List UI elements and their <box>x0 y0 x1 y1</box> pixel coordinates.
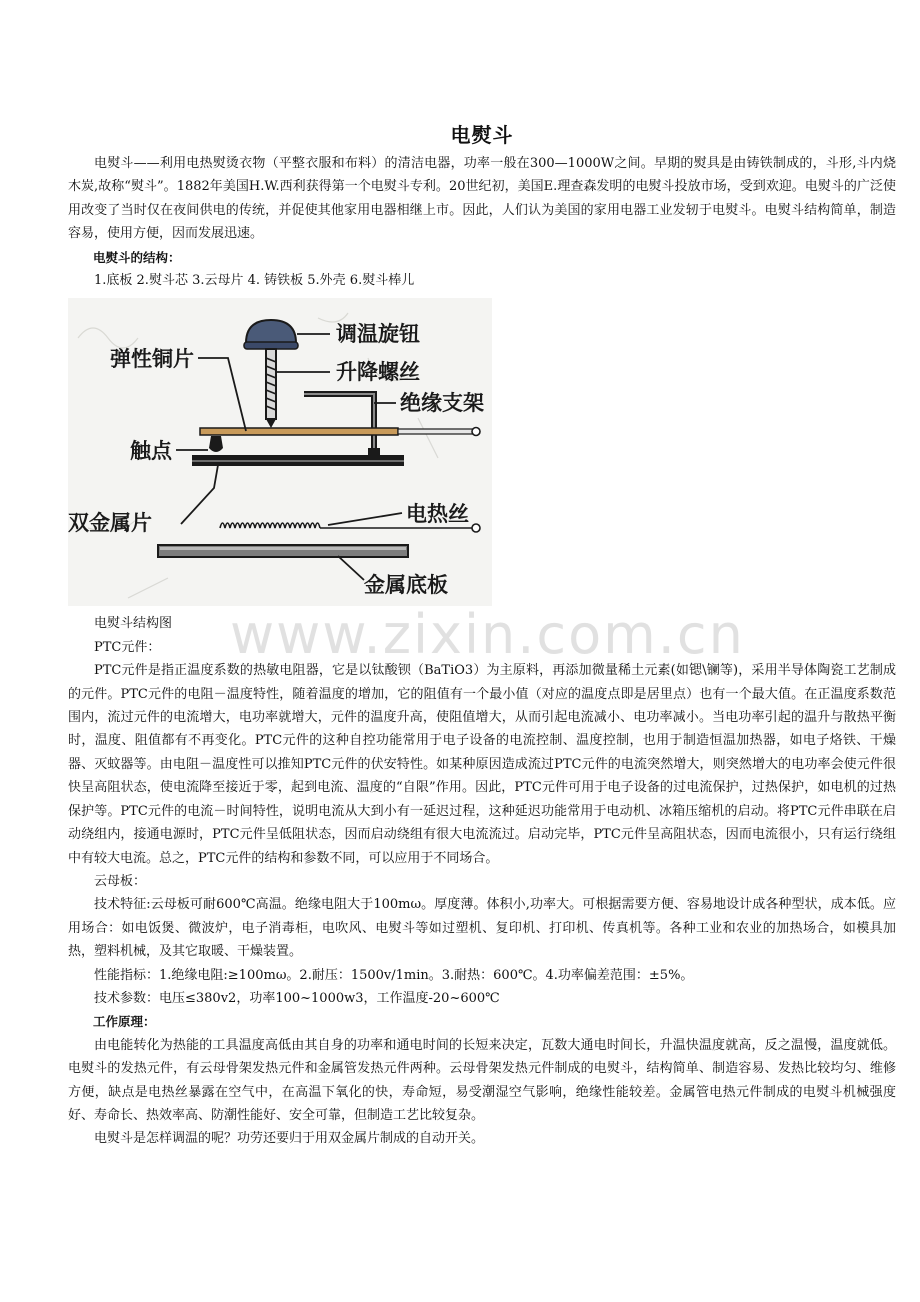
mica-parameters: 技术参数：电压≤380v2，功率100~1000w3，工作温度-20~600℃ <box>94 990 500 1006</box>
contact-shape <box>209 436 223 452</box>
structure-list: 1.底板 2.熨斗芯 3.云母片 4. 铸铁板 5.外壳 6.熨斗棒儿 <box>94 273 415 289</box>
label-knob: 调温旋钮 <box>336 322 420 347</box>
page-title: 电熨斗 <box>450 123 514 147</box>
label-spring-copper: 弹性铜片 <box>110 347 194 372</box>
bimetal-strip-layer <box>192 460 404 462</box>
diagram-svg <box>68 298 492 606</box>
knob-base <box>244 342 298 349</box>
spring-copper-strip <box>200 428 398 435</box>
label-metal-base: 金属底板 <box>364 573 448 598</box>
label-insulating-bracket: 绝缘支架 <box>400 391 484 416</box>
ptc-paragraph: PTC元件是指正温度系数的热敏电阻器，它是以钛酸钡（BaTiO3）为主原料，再添加微量稀土元素(如锶\镧等)，采用半导体陶瓷工艺制成的元件。PTC元件的电阻－温度特性，随着温度的增加，它的阻值有一个最小值（对应的温度点即是居里点）也有一个最大值。在正温度系数范围内，流过元件的电流增大，电功率就增大，元件的温度升高，使阻值增大，从而引起电流减小、电功率减小。当电功率引起的温升与散热平衡时，温度、阻值都有不再变化。PTC元件的这种自控功能常用于电子设备的电流控制、温度控制，也用于制造恒温加热器，如电子烙铁、干燥器、灭蚊器等。由电阻－温度性可以推知PTC元件的伏安特性。如某种原因造成流过PTC元件的电流突然增大，则突然增大的电功率会使元件很快呈高阻状态，使电流降至接近于零，起到电流、温度的“自限”作用。因此，PTC元件可用于电子设备的过电流保护，过热保护，如电机的过热保护等。PTC元件的电流－时间特性，说明电流从大到小有一延迟过程，这种延迟功能常用于电动机、冰箱压缩机的启动。将PTC元件串联在启动绕组内，接通电源时，PTC元件呈低阻状态，因而启动绕组有很大电流流过。启动完毕，PTC元件呈高阻状态，因而电流很小，只有运行绕组中有较大电流。总之，PTC元件的结构和参数不同，可以应用于不同场合。 <box>68 663 896 866</box>
metal-base-plate-highlight <box>160 547 406 550</box>
label-heating-wire: 电热丝 <box>406 502 469 527</box>
upper-terminal <box>472 428 480 436</box>
iron-structure-diagram <box>68 298 492 606</box>
label-screw: 升降螺丝 <box>336 360 420 385</box>
mica-tech-paragraph: 技术特征:云母板可耐600℃高温。绝缘电阻大于100mω。厚度薄。体积小,功率大。可根据需要方便、容易地设计成各种型状，成本低。应用场合：如电饭煲、微波炉，电子消毒柜，电吹风、电熨斗等如过塑机、复印机、打印机、传真机等。各种工业和农业的加热场合，如模具加热，塑料机械，及其它取暖、干燥装置。 <box>68 897 896 960</box>
structure-heading: 电熨斗的结构： <box>93 249 181 265</box>
document-page <box>68 118 896 1151</box>
ptc-heading: PTC元件： <box>94 639 161 655</box>
mica-performance: 性能指标：1.绝缘电阻:≥100mω。2.耐压：1500v/1min。3.耐热：600℃。4.功率偏差范围：±5%。 <box>94 967 694 983</box>
principle-heading: 工作原理： <box>93 1014 156 1030</box>
lower-terminal <box>472 524 480 532</box>
diagram-caption: 电熨斗结构图 <box>94 616 173 632</box>
bracket-foot <box>368 448 380 456</box>
label-contact: 触点 <box>130 439 172 464</box>
intro-paragraph: 电熨斗——利用电热熨烫衣物（平整衣服和布料）的清洁电器，功率一般在300—1000W之间。早期的熨具是由铸铁制成的，斗形,斗内烧木炭,故称“熨斗”。1882年美国H.W.西利获得第一个电熨斗专利。20世纪初，美国E.理查森发明的电熨斗投放市场，受到欢迎。电熨斗的广泛使用改变了当时仅在夜间供电的传统，并促使其他家用电器相继上市。因此，人们认为美国的家用电器工业发轫于电熨斗。电熨斗结构简单，制造容易，使用方便，因而发展迅速。 <box>68 156 896 242</box>
watermark: www.zixin.com.cn <box>230 603 745 666</box>
closing-paragraph: 电熨斗是怎样调温的呢？功劳还要归于用双金属片制成的自动开关。 <box>94 1131 485 1147</box>
metal-base-plate <box>158 545 408 557</box>
mica-heading: 云母板： <box>94 873 147 889</box>
principle-paragraph: 由电能转化为热能的工具温度高低由其自身的功率和通电时间的长短来决定，瓦数大通电时间长，升温快温度就高，反之温慢，温度就低。电熨斗的发热元件，有云母骨架发热元件和金属管发热元件两种。云母骨架发热元件制成的电熨斗，结构简单、制造容易、发热比较均匀、维修方便，缺点是电热丝暴露在空气中，在高温下氧化的快，寿命短，易受潮湿空气影响，绝缘性能较差。金属管电热元件制成的电熨斗机械强度好、寿命长、热效率高、防潮性能好、安全可靠，但制造工艺比较复杂。 <box>68 1037 896 1123</box>
upper-terminal-wire <box>398 429 473 434</box>
label-bimetal: 双金属片 <box>68 511 152 536</box>
